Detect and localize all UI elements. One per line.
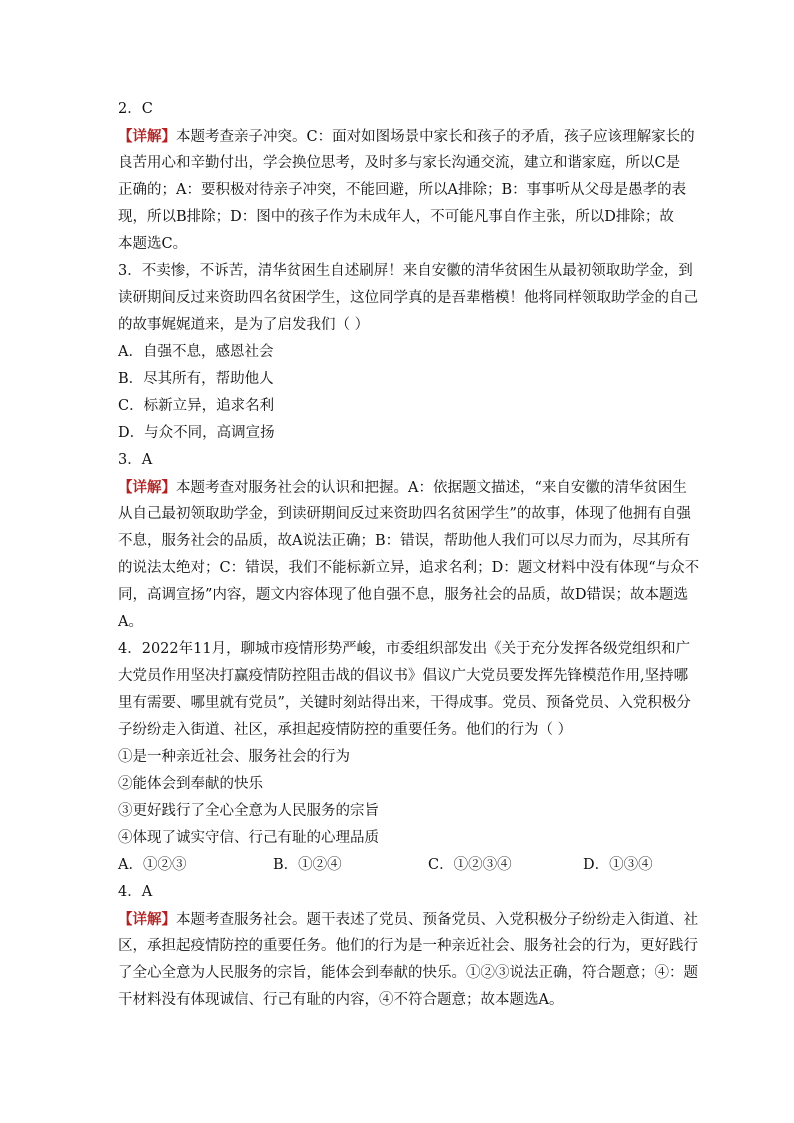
q4-question-line: 大党员作用坚决打赢疫情防控阻击战的倡议书》倡议广大党员要发挥先锋模范作用,坚持哪	[118, 668, 689, 684]
q4-option-d: D．①③④	[583, 857, 653, 873]
explanation-text: 本题考查对服务社会的认识和把握。A：依据题文描述，“来自安徽的清华贫困生	[176, 480, 687, 496]
explanation-tag: 【详解】	[118, 911, 176, 928]
q3-explanation-line: 不息，服务社会的品质，故A说法正确；B：错误，帮助他人我们可以尽力而为，尽其所有	[118, 533, 691, 549]
q3-question-line: 3．不卖惨，不诉苦，清华贫困生自述刷屏！来自安徽的清华贫困生从最初领取助学金，到	[118, 263, 693, 279]
explanation-text: 本题考查亲子冲突。C：面对如图场景中家长和孩子的矛盾，孩子应该理解家长的	[176, 129, 695, 145]
q4-options-row	[118, 852, 678, 879]
q4-statement-3: ③更好践行了全心全意为人民服务的宗旨	[118, 803, 379, 819]
q3-explanation-line: A。	[118, 614, 143, 630]
q3-explanation-line: 同，高调宣扬”内容，题文内容体现了他自强不息，服务社会的品质，故D错误；故本题选	[118, 587, 689, 603]
q2-explanation-line: 良苦用心和辛勤付出，学会换位思考，及时多与家长沟通交流，建立和谐家庭，所以C是	[118, 155, 681, 171]
q4-question-line: 子纷纷走入街道、社区，承担起疫情防控的重要任务。他们的行为（ ）	[118, 722, 573, 738]
q3-explanation-line	[118, 474, 687, 501]
explanation-tag: 【详解】	[118, 128, 176, 145]
q3-question-line: 的故事娓娓道来，是为了启发我们（ ）	[118, 317, 370, 333]
q3-option-c: C．标新立异，追求名利	[118, 398, 275, 414]
q4-explanation-line: 干材料没有体现诚信、行己有耻的内容，④不符合题意；故本题选A。	[118, 992, 564, 1008]
explanation-text: 本题考查服务社会。题干表述了党员、预备党员、入党积极分子纷纷走入街道、社	[176, 912, 698, 928]
q2-explanation-line	[118, 123, 695, 150]
q3-option-a: A．自强不息，感恩社会	[118, 344, 274, 360]
q3-explanation-line: 的说法太绝对；C：错误，我们不能标新立异，追求名利；D：题文材料中没有体现“与众不	[118, 560, 700, 576]
q4-statement-2: ②能体会到奉献的快乐	[118, 776, 263, 792]
q4-question-line: 4．2022年11月，聊城市疫情形势严峻，市委组织部发出《关于充分发挥各级党组织和广	[118, 641, 691, 657]
q3-option-b: B．尽其所有，帮助他人	[118, 371, 274, 387]
q3-option-d: D．与众不同，高调宣扬	[118, 425, 275, 441]
q4-explanation-line: 区，承担起疫情防控的重要任务。他们的行为是一种亲近社会、服务社会的行为，更好践行	[118, 938, 698, 954]
q4-explanation-line: 了全心全意为人民服务的宗旨，能体会到奉献的快乐。①②③说法正确，符合题意；④：题	[118, 965, 698, 981]
page-content	[118, 96, 700, 1014]
explanation-tag: 【详解】	[118, 479, 176, 496]
q2-explanation-line: 正确的；A：要积极对待亲子冲突，不能回避，所以A排除；B：事事听从父母是愚孝的表	[118, 182, 687, 198]
q4-statement-4: ④体现了诚实守信、行己有耻的心理品质	[118, 830, 379, 846]
q4-option-a: A．①②③	[118, 857, 187, 873]
q4-option-c: C．①②③④	[428, 857, 512, 873]
q4-answer: 4．A	[118, 884, 153, 900]
q3-question-line: 读研期间反过来资助四名贫困学生，这位同学真的是吾辈楷模！他将同样领取助学金的自己	[118, 290, 698, 306]
q2-explanation-line: 现，所以B排除；D：图中的孩子作为未成年人，不可能凡事自作主张，所以D排除；故	[118, 209, 674, 225]
q3-answer: 3．A	[118, 452, 153, 468]
q2-answer: 2．C	[118, 101, 153, 117]
q4-question-line: 里有需要、哪里就有党员”，关键时刻站得出来，干得成事。党员、预备党员、入党积极分	[118, 695, 691, 711]
q4-explanation-line	[118, 906, 698, 933]
q2-explanation-line: 本题选C。	[118, 236, 188, 252]
q4-option-b: B．①②④	[273, 857, 342, 873]
q4-statement-1: ①是一种亲近社会、服务社会的行为	[118, 749, 350, 765]
q3-explanation-line: 从自己最初领取助学金，到读研期间反过来资助四名贫困学生”的故事，体现了他拥有自强	[118, 506, 691, 522]
